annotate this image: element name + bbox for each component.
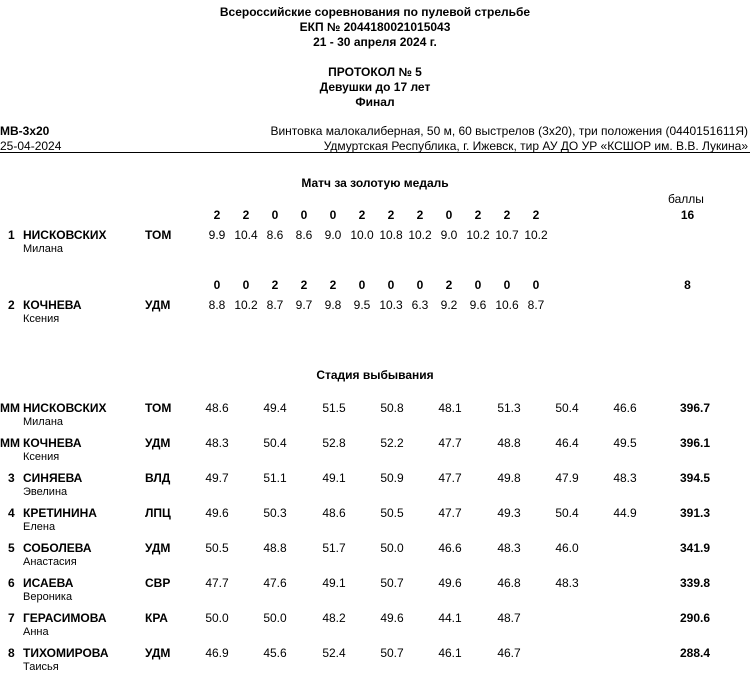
elim-series-score: 48.6 bbox=[205, 401, 229, 415]
elim-total: 288.4 bbox=[679, 646, 710, 660]
elim-series-score: 51.7 bbox=[322, 541, 346, 555]
points-label: баллы bbox=[668, 192, 704, 206]
gold-shot-score: 9.2 bbox=[440, 298, 458, 312]
elim-rank: 4 bbox=[8, 506, 15, 520]
gold-shot-points: 0 bbox=[532, 278, 540, 292]
elim-series-score: 49.7 bbox=[205, 471, 229, 485]
elim-series-score: 49.5 bbox=[613, 436, 637, 450]
event-venue: Удмуртская Республика, г. Ижевск, тир АУ ДО УР «КСШОР им. В.В. Лукина» bbox=[323, 139, 748, 153]
gold-region: ТОМ bbox=[145, 228, 172, 242]
elim-series-score: 47.7 bbox=[438, 506, 462, 520]
gold-shot-score: 10.2 bbox=[524, 228, 548, 242]
elim-series-score: 49.6 bbox=[380, 611, 404, 625]
elim-series-score: 50.5 bbox=[205, 541, 229, 555]
elim-series-score: 48.2 bbox=[322, 611, 346, 625]
elim-series-score: 50.0 bbox=[380, 541, 404, 555]
gold-shot-points: 2 bbox=[358, 208, 366, 222]
gold-shot-score: 10.0 bbox=[350, 228, 374, 242]
gold-shot-points: 0 bbox=[416, 278, 424, 292]
elim-series-score: 48.8 bbox=[263, 541, 287, 555]
elim-series-score: 46.6 bbox=[438, 541, 462, 555]
gold-shot-score: 10.7 bbox=[495, 228, 519, 242]
gold-match-title: Матч за золотую медаль bbox=[301, 176, 449, 190]
elim-series-score: 50.4 bbox=[555, 506, 579, 520]
elim-total: 394.5 bbox=[679, 471, 710, 485]
elim-series-score: 51.3 bbox=[497, 401, 521, 415]
elim-series-score: 46.1 bbox=[438, 646, 462, 660]
gold-shot-points: 2 bbox=[329, 278, 337, 292]
elim-series-score: 50.8 bbox=[380, 401, 404, 415]
elim-rank: 5 bbox=[8, 541, 15, 555]
elim-athlete-lastname: ИСАЕВА bbox=[23, 576, 74, 590]
elim-series-score: 49.6 bbox=[205, 506, 229, 520]
gold-shot-score: 9.0 bbox=[440, 228, 458, 242]
elim-total: 396.1 bbox=[679, 436, 710, 450]
elim-total: 341.9 bbox=[679, 541, 710, 555]
elim-athlete-lastname: СИНЯЕВА bbox=[23, 471, 83, 485]
gold-shot-points: 2 bbox=[532, 208, 540, 222]
gold-athlete-lastname: КОЧНЕВА bbox=[23, 298, 82, 312]
elim-series-score: 46.8 bbox=[497, 576, 521, 590]
elim-series-score: 47.7 bbox=[438, 436, 462, 450]
gold-shot-score: 9.0 bbox=[324, 228, 342, 242]
elim-total: 391.3 bbox=[679, 506, 710, 520]
elim-series-score: 49.6 bbox=[438, 576, 462, 590]
gold-shot-points: 0 bbox=[503, 278, 511, 292]
elim-region: СВР bbox=[145, 576, 171, 590]
elim-rank: 3 bbox=[8, 471, 15, 485]
gold-shot-score: 9.6 bbox=[469, 298, 487, 312]
elim-region: ТОМ bbox=[145, 401, 172, 415]
elim-region: УДМ bbox=[145, 541, 171, 555]
gold-region: УДМ bbox=[145, 298, 171, 312]
competition-dates: 21 - 30 апреля 2024 г. bbox=[313, 35, 437, 49]
elim-series-score: 47.7 bbox=[438, 471, 462, 485]
gold-shot-points: 2 bbox=[271, 278, 279, 292]
elim-athlete-firstname: Вероника bbox=[23, 591, 73, 603]
elim-series-score: 52.2 bbox=[380, 436, 404, 450]
elim-series-score: 50.3 bbox=[263, 506, 287, 520]
elim-rank: 8 bbox=[8, 646, 15, 660]
elim-series-score: 48.3 bbox=[205, 436, 229, 450]
elim-total: 396.7 bbox=[679, 401, 710, 415]
age-category: Девушки до 17 лет bbox=[319, 80, 431, 94]
elim-athlete-firstname: Ксения bbox=[23, 451, 60, 463]
elim-athlete-firstname: Анна bbox=[23, 626, 49, 638]
elim-athlete-lastname: КРЕТИНИНА bbox=[23, 506, 97, 520]
elim-athlete-firstname: Анастасия bbox=[23, 556, 77, 568]
gold-shot-points: 0 bbox=[271, 208, 279, 222]
elim-rank: 6 bbox=[8, 576, 15, 590]
elim-series-score: 50.7 bbox=[380, 646, 404, 660]
gold-shot-score: 10.2 bbox=[408, 228, 432, 242]
gold-shot-score: 10.2 bbox=[234, 298, 258, 312]
elim-series-score: 50.4 bbox=[263, 436, 287, 450]
gold-shot-score: 9.8 bbox=[324, 298, 342, 312]
header-divider bbox=[0, 152, 750, 153]
elim-series-score: 51.1 bbox=[263, 471, 287, 485]
elim-athlete-lastname: ГЕРАСИМОВА bbox=[23, 611, 107, 625]
elimination-title: Стадия выбывания bbox=[316, 368, 434, 382]
elim-athlete-firstname: Милана bbox=[23, 416, 64, 428]
elim-athlete-lastname: СОБОЛЕВА bbox=[23, 541, 92, 555]
gold-shot-score: 10.2 bbox=[466, 228, 490, 242]
gold-rank: 1 bbox=[8, 228, 15, 242]
gold-shot-points: 2 bbox=[503, 208, 511, 222]
elim-series-score: 48.1 bbox=[438, 401, 462, 415]
event-description: Винтовка малокалиберная, 50 м, 60 выстрелов (3х20), три положения (04401516​11Я) bbox=[270, 124, 748, 138]
elim-series-score: 46.6 bbox=[613, 401, 637, 415]
elim-series-score: 47.7 bbox=[205, 576, 229, 590]
gold-shot-score: 9.5 bbox=[353, 298, 371, 312]
elim-total: 339.8 bbox=[679, 576, 710, 590]
gold-shot-points: 0 bbox=[329, 208, 337, 222]
gold-shot-score: 8.6 bbox=[295, 228, 313, 242]
elim-series-score: 48.7 bbox=[497, 611, 521, 625]
elim-series-score: 49.4 bbox=[263, 401, 287, 415]
elim-series-score: 50.4 bbox=[555, 401, 579, 415]
elim-series-score: 45.6 bbox=[263, 646, 287, 660]
elim-series-score: 49.1 bbox=[322, 471, 346, 485]
ekp-number: ЕКП № 2044180021015043 bbox=[299, 20, 451, 34]
gold-shot-points: 0 bbox=[445, 208, 453, 222]
elim-series-score: 52.4 bbox=[322, 646, 346, 660]
gold-shot-score: 9.7 bbox=[295, 298, 313, 312]
gold-shot-score: 8.8 bbox=[208, 298, 226, 312]
elim-series-score: 50.5 bbox=[380, 506, 404, 520]
elim-series-score: 44.1 bbox=[438, 611, 462, 625]
elim-series-score: 49.1 bbox=[322, 576, 346, 590]
gold-athlete-firstname: Милана bbox=[23, 243, 64, 255]
elim-athlete-lastname: ТИХОМИРОВА bbox=[23, 646, 109, 660]
gold-shot-score: 10.8 bbox=[379, 228, 403, 242]
elim-region: КРА bbox=[145, 611, 168, 625]
elim-series-score: 48.3 bbox=[555, 576, 579, 590]
gold-shot-points: 0 bbox=[242, 278, 250, 292]
elim-series-score: 50.0 bbox=[263, 611, 287, 625]
gold-shot-score: 10.6 bbox=[495, 298, 519, 312]
elim-athlete-lastname: КОЧНЕВА bbox=[23, 436, 82, 450]
elim-series-score: 48.3 bbox=[613, 471, 637, 485]
elim-series-score: 52.8 bbox=[322, 436, 346, 450]
elim-series-score: 46.0 bbox=[555, 541, 579, 555]
gold-shot-points: 0 bbox=[387, 278, 395, 292]
elim-series-score: 48.3 bbox=[497, 541, 521, 555]
gold-shot-points: 0 bbox=[300, 208, 308, 222]
gold-shot-points: 2 bbox=[445, 278, 453, 292]
elim-athlete-firstname: Таисья bbox=[23, 661, 59, 673]
elim-rank: ММ bbox=[0, 401, 20, 415]
elim-region: ЛПЦ bbox=[145, 506, 171, 520]
gold-match-points: 8 bbox=[684, 278, 691, 292]
gold-athlete-lastname: НИСКОВСКИХ bbox=[23, 228, 107, 242]
elim-region: ВЛД bbox=[145, 471, 171, 485]
elim-total: 290.6 bbox=[679, 611, 710, 625]
elim-series-score: 44.9 bbox=[613, 506, 637, 520]
elim-series-score: 49.8 bbox=[497, 471, 521, 485]
gold-shot-points: 2 bbox=[387, 208, 395, 222]
gold-shot-score: 8.7 bbox=[527, 298, 545, 312]
event-code: МВ-3х20 bbox=[0, 124, 50, 138]
gold-shot-points: 2 bbox=[474, 208, 482, 222]
elim-series-score: 50.9 bbox=[380, 471, 404, 485]
gold-shot-points: 0 bbox=[358, 278, 366, 292]
elim-athlete-firstname: Эвелина bbox=[23, 486, 68, 498]
stage-label: Финал bbox=[355, 95, 395, 109]
elim-region: УДМ bbox=[145, 646, 171, 660]
elim-rank: ММ bbox=[0, 436, 20, 450]
gold-athlete-firstname: Ксения bbox=[23, 313, 60, 325]
elim-series-score: 46.7 bbox=[497, 646, 521, 660]
gold-shot-score: 8.6 bbox=[266, 228, 284, 242]
elim-series-score: 48.8 bbox=[497, 436, 521, 450]
elim-series-score: 51.5 bbox=[322, 401, 346, 415]
gold-shot-points: 2 bbox=[300, 278, 308, 292]
elim-series-score: 46.9 bbox=[205, 646, 229, 660]
elim-athlete-firstname: Елена bbox=[23, 521, 56, 533]
gold-shot-points: 2 bbox=[416, 208, 424, 222]
elim-series-score: 46.4 bbox=[555, 436, 579, 450]
elim-series-score: 49.3 bbox=[497, 506, 521, 520]
gold-shot-points: 2 bbox=[242, 208, 250, 222]
elim-series-score: 50.0 bbox=[205, 611, 229, 625]
gold-shot-score: 6.3 bbox=[411, 298, 429, 312]
elim-athlete-lastname: НИСКОВСКИХ bbox=[23, 401, 107, 415]
gold-shot-score: 8.7 bbox=[266, 298, 284, 312]
gold-shot-score: 10.3 bbox=[379, 298, 403, 312]
elim-series-score: 50.7 bbox=[380, 576, 404, 590]
elim-region: УДМ bbox=[145, 436, 171, 450]
gold-shot-points: 2 bbox=[213, 208, 221, 222]
gold-shot-points: 0 bbox=[474, 278, 482, 292]
gold-match-points: 16 bbox=[680, 208, 695, 222]
gold-rank: 2 bbox=[8, 298, 15, 312]
gold-shot-score: 10.4 bbox=[234, 228, 258, 242]
elim-series-score: 47.9 bbox=[555, 471, 579, 485]
elim-series-score: 47.6 bbox=[263, 576, 287, 590]
protocol-number: ПРОТОКОЛ № 5 bbox=[328, 65, 422, 79]
event-date: 25-04-2024 bbox=[0, 139, 62, 153]
competition-title: Всероссийские соревнования по пулевой стрельбе bbox=[219, 5, 531, 19]
gold-shot-score: 9.9 bbox=[208, 228, 226, 242]
elim-rank: 7 bbox=[8, 611, 15, 625]
elim-series-score: 48.6 bbox=[322, 506, 346, 520]
gold-shot-points: 0 bbox=[213, 278, 221, 292]
